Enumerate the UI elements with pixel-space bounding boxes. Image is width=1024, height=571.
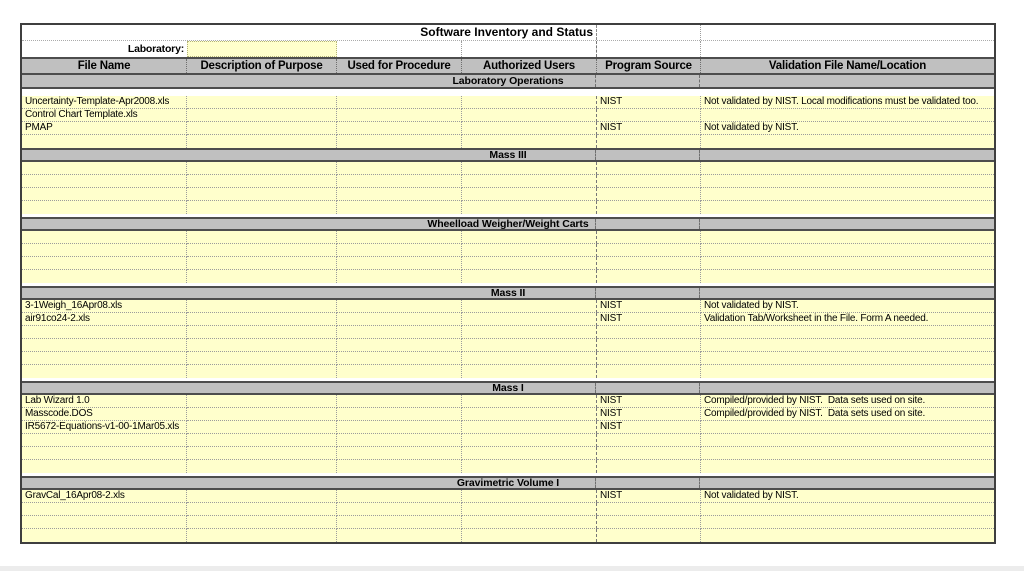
page-break-line bbox=[595, 219, 596, 229]
cell-program-source[interactable] bbox=[597, 529, 701, 542]
section-header-mass-i bbox=[22, 381, 994, 395]
cell-description-of-purpose[interactable] bbox=[187, 300, 337, 313]
title-spacer-cell bbox=[597, 25, 701, 40]
cell-validation-file-location[interactable] bbox=[701, 339, 994, 352]
section-header-mass-iii bbox=[22, 148, 994, 162]
table-row bbox=[22, 503, 994, 516]
table-row bbox=[22, 162, 994, 175]
cell-program-source[interactable]: NIST bbox=[597, 122, 701, 135]
cell-validation-file-location[interactable] bbox=[701, 460, 994, 473]
empty-cell bbox=[597, 41, 701, 57]
cell-program-source[interactable] bbox=[597, 257, 701, 270]
cell-description-of-purpose[interactable] bbox=[187, 352, 337, 365]
cell-validation-file-location[interactable] bbox=[701, 326, 994, 339]
cell-file-name[interactable] bbox=[22, 434, 187, 447]
page-break-line bbox=[699, 75, 700, 87]
cell-program-source[interactable] bbox=[597, 503, 701, 516]
column-header-description-of-purpose: Description of Purpose bbox=[187, 59, 337, 73]
column-header-row bbox=[22, 57, 994, 75]
cell-validation-file-location[interactable] bbox=[701, 231, 994, 244]
column-header-program-source: Program Source bbox=[597, 59, 701, 73]
cell-validation-file-location[interactable] bbox=[701, 257, 994, 270]
page-break-line bbox=[595, 75, 596, 87]
cell-validation-file-location[interactable]: Not validated by NIST. bbox=[701, 300, 994, 313]
cell-authorized-users[interactable] bbox=[462, 490, 597, 503]
cell-authorized-users[interactable] bbox=[462, 516, 597, 529]
cell-authorized-users[interactable] bbox=[462, 96, 597, 109]
cell-description-of-purpose[interactable] bbox=[187, 109, 337, 122]
laboratory-label: Laboratory: bbox=[127, 42, 184, 55]
table-row bbox=[22, 395, 994, 408]
cell-used-for-procedure[interactable] bbox=[337, 162, 462, 175]
cell-validation-file-location[interactable] bbox=[701, 162, 994, 175]
cell-file-name[interactable]: 3-1Weigh_16Apr08.xls bbox=[22, 300, 187, 313]
cell-authorized-users[interactable] bbox=[462, 339, 597, 352]
cell-authorized-users[interactable] bbox=[462, 326, 597, 339]
cell-authorized-users[interactable] bbox=[462, 395, 597, 408]
column-header-file-name: File Name bbox=[22, 59, 187, 73]
cell-file-name[interactable] bbox=[22, 447, 187, 460]
table-row bbox=[22, 326, 994, 339]
cell-used-for-procedure[interactable] bbox=[337, 352, 462, 365]
cell-description-of-purpose[interactable] bbox=[187, 503, 337, 516]
table-row bbox=[22, 490, 994, 503]
cell-validation-file-location[interactable] bbox=[701, 244, 994, 257]
cell-file-name[interactable] bbox=[22, 201, 187, 214]
cell-used-for-procedure[interactable] bbox=[337, 96, 462, 109]
table-row bbox=[22, 313, 994, 326]
table-row bbox=[22, 188, 994, 201]
cell-validation-file-location[interactable] bbox=[701, 109, 994, 122]
cell-description-of-purpose[interactable] bbox=[187, 175, 337, 188]
cell-file-name[interactable]: air91co24-2.xls bbox=[22, 313, 187, 326]
cell-used-for-procedure[interactable] bbox=[337, 135, 462, 148]
cell-file-name[interactable] bbox=[22, 326, 187, 339]
cell-description-of-purpose[interactable] bbox=[187, 244, 337, 257]
empty-cell bbox=[701, 41, 994, 57]
empty-cell bbox=[337, 41, 462, 57]
cell-authorized-users[interactable] bbox=[462, 447, 597, 460]
cell-file-name[interactable]: IR5672-Equations-v1-00-1Mar05.xls bbox=[22, 421, 187, 434]
cell-program-source[interactable]: NIST bbox=[597, 490, 701, 503]
column-header-used-for-procedure: Used for Procedure bbox=[337, 59, 462, 73]
cell-description-of-purpose[interactable] bbox=[187, 516, 337, 529]
cell-file-name[interactable] bbox=[22, 257, 187, 270]
cell-validation-file-location[interactable] bbox=[701, 365, 994, 378]
cell-authorized-users[interactable] bbox=[462, 162, 597, 175]
cell-file-name[interactable] bbox=[22, 516, 187, 529]
cell-description-of-purpose[interactable] bbox=[187, 201, 337, 214]
table-row bbox=[22, 244, 994, 257]
cell-description-of-purpose[interactable] bbox=[187, 490, 337, 503]
cell-program-source[interactable] bbox=[597, 188, 701, 201]
cell-description-of-purpose[interactable] bbox=[187, 365, 337, 378]
cell-used-for-procedure[interactable] bbox=[337, 434, 462, 447]
cell-program-source[interactable]: NIST bbox=[597, 96, 701, 109]
cell-program-source[interactable] bbox=[597, 162, 701, 175]
cell-description-of-purpose[interactable] bbox=[187, 270, 337, 283]
cell-validation-file-location[interactable] bbox=[701, 503, 994, 516]
software-inventory-table bbox=[20, 23, 996, 544]
table-row bbox=[22, 434, 994, 447]
cell-description-of-purpose[interactable] bbox=[187, 231, 337, 244]
cell-description-of-purpose[interactable] bbox=[187, 434, 337, 447]
cell-validation-file-location[interactable]: Not validated by NIST. bbox=[701, 122, 994, 135]
page-break-line bbox=[699, 383, 700, 393]
section-wheelload-weigher-weight-carts bbox=[22, 217, 994, 283]
cell-description-of-purpose[interactable] bbox=[187, 395, 337, 408]
page-break-line bbox=[595, 478, 596, 488]
column-header-validation-file-location: Validation File Name/Location bbox=[768, 60, 927, 72]
cell-file-name[interactable]: PMAP bbox=[22, 122, 187, 135]
cell-description-of-purpose[interactable] bbox=[187, 313, 337, 326]
cell-used-for-procedure[interactable] bbox=[337, 365, 462, 378]
table-row bbox=[22, 529, 994, 542]
cell-description-of-purpose[interactable] bbox=[187, 339, 337, 352]
cell-used-for-procedure[interactable] bbox=[337, 529, 462, 542]
table-sections bbox=[22, 75, 994, 542]
cell-used-for-procedure[interactable] bbox=[337, 313, 462, 326]
title-row bbox=[22, 25, 994, 41]
cell-program-source[interactable]: NIST bbox=[597, 300, 701, 313]
cell-file-name[interactable]: Masscode.DOS bbox=[22, 408, 187, 421]
section-title: Mass I bbox=[492, 382, 524, 394]
table-row bbox=[22, 135, 994, 148]
cell-authorized-users[interactable] bbox=[462, 313, 597, 326]
page-break-line bbox=[699, 150, 700, 160]
cell-authorized-users[interactable] bbox=[462, 365, 597, 378]
cell-description-of-purpose[interactable] bbox=[187, 447, 337, 460]
cell-description-of-purpose[interactable] bbox=[187, 122, 337, 135]
cell-authorized-users[interactable] bbox=[462, 529, 597, 542]
table-row bbox=[22, 300, 994, 313]
cell-file-name[interactable]: Control Chart Template.xls bbox=[22, 109, 187, 122]
cell-used-for-procedure[interactable] bbox=[337, 109, 462, 122]
cell-used-for-procedure[interactable] bbox=[337, 447, 462, 460]
page-break-line bbox=[699, 478, 700, 488]
table-row bbox=[22, 122, 994, 135]
cell-program-source[interactable]: NIST bbox=[597, 395, 701, 408]
cell-description-of-purpose[interactable] bbox=[187, 162, 337, 175]
cell-used-for-procedure[interactable] bbox=[337, 490, 462, 503]
cell-program-source[interactable]: NIST bbox=[597, 408, 701, 421]
cell-used-for-procedure[interactable] bbox=[337, 460, 462, 473]
cell-file-name[interactable] bbox=[22, 529, 187, 542]
section-mass-i bbox=[22, 381, 994, 473]
section-header-laboratory-operations bbox=[22, 75, 994, 89]
cell-file-name[interactable]: Uncertainty-Template-Apr2008.xls bbox=[22, 96, 187, 109]
cell-validation-file-location[interactable]: Validation Tab/Worksheet in the File. Form A needed. bbox=[701, 313, 994, 326]
cell-file-name[interactable] bbox=[22, 188, 187, 201]
cell-validation-file-location[interactable] bbox=[701, 201, 994, 214]
cell-description-of-purpose[interactable] bbox=[187, 408, 337, 421]
cell-validation-file-location[interactable] bbox=[701, 175, 994, 188]
cell-program-source[interactable] bbox=[597, 326, 701, 339]
cell-file-name[interactable] bbox=[22, 270, 187, 283]
cell-used-for-procedure[interactable] bbox=[337, 516, 462, 529]
section-laboratory-operations bbox=[22, 75, 994, 148]
cell-used-for-procedure[interactable] bbox=[337, 231, 462, 244]
cell-authorized-users[interactable] bbox=[462, 408, 597, 421]
section-mass-iii bbox=[22, 148, 994, 214]
cell-used-for-procedure[interactable] bbox=[337, 122, 462, 135]
cell-program-source[interactable] bbox=[597, 516, 701, 529]
laboratory-row bbox=[22, 41, 994, 57]
cell-authorized-users[interactable] bbox=[462, 434, 597, 447]
cell-description-of-purpose[interactable] bbox=[187, 529, 337, 542]
cell-authorized-users[interactable] bbox=[462, 460, 597, 473]
cell-validation-file-location[interactable]: Not validated by NIST. bbox=[701, 490, 994, 503]
table-row bbox=[22, 201, 994, 214]
cell-validation-file-location[interactable] bbox=[701, 270, 994, 283]
cell-validation-file-location[interactable] bbox=[701, 188, 994, 201]
cell-validation-file-location[interactable] bbox=[701, 421, 994, 434]
page-edge bbox=[0, 566, 1024, 571]
cell-used-for-procedure[interactable] bbox=[337, 421, 462, 434]
cell-program-source[interactable] bbox=[597, 270, 701, 283]
cell-program-source[interactable] bbox=[597, 352, 701, 365]
page-break-line bbox=[699, 288, 700, 298]
cell-file-name[interactable] bbox=[22, 175, 187, 188]
cell-program-source[interactable] bbox=[597, 135, 701, 148]
cell-validation-file-location[interactable] bbox=[701, 516, 994, 529]
section-title: Wheelload Weigher/Weight Carts bbox=[427, 218, 589, 230]
table-row bbox=[22, 109, 994, 122]
cell-program-source[interactable] bbox=[597, 434, 701, 447]
table-row bbox=[22, 270, 994, 283]
page-break-line bbox=[595, 288, 596, 298]
cell-authorized-users[interactable] bbox=[462, 300, 597, 313]
cell-used-for-procedure[interactable] bbox=[337, 339, 462, 352]
cell-description-of-purpose[interactable] bbox=[187, 257, 337, 270]
cell-authorized-users[interactable] bbox=[462, 270, 597, 283]
table-row bbox=[22, 516, 994, 529]
table-row bbox=[22, 231, 994, 244]
cell-used-for-procedure[interactable] bbox=[337, 188, 462, 201]
cell-validation-file-location[interactable]: Not validated by NIST. Local modifications must be validated too. bbox=[701, 96, 994, 109]
cell-used-for-procedure[interactable] bbox=[337, 408, 462, 421]
cell-authorized-users[interactable] bbox=[462, 503, 597, 516]
cell-used-for-procedure[interactable] bbox=[337, 244, 462, 257]
cell-used-for-procedure[interactable] bbox=[337, 503, 462, 516]
cell-authorized-users[interactable] bbox=[462, 122, 597, 135]
cell-program-source[interactable] bbox=[597, 460, 701, 473]
cell-authorized-users[interactable] bbox=[462, 175, 597, 188]
page-break-line bbox=[595, 150, 596, 160]
section-mass-ii bbox=[22, 286, 994, 378]
cell-program-source[interactable] bbox=[597, 447, 701, 460]
table-row bbox=[22, 175, 994, 188]
cell-validation-file-location[interactable]: Compiled/provided by NIST. Data sets used on site. bbox=[701, 408, 994, 421]
cell-program-source[interactable]: NIST bbox=[597, 313, 701, 326]
cell-file-name[interactable] bbox=[22, 352, 187, 365]
cell-description-of-purpose[interactable] bbox=[187, 135, 337, 148]
cell-validation-file-location[interactable] bbox=[701, 447, 994, 460]
cell-file-name[interactable]: Lab Wizard 1.0 bbox=[22, 395, 187, 408]
cell-program-source[interactable] bbox=[597, 244, 701, 257]
cell-program-source[interactable] bbox=[597, 201, 701, 214]
section-title: Laboratory Operations bbox=[452, 75, 564, 87]
cell-file-name[interactable]: GravCal_16Apr08-2.xls bbox=[22, 490, 187, 503]
page-break-line bbox=[699, 219, 700, 229]
cell-file-name[interactable] bbox=[22, 162, 187, 175]
cell-file-name[interactable] bbox=[22, 244, 187, 257]
laboratory-input[interactable] bbox=[187, 41, 337, 57]
cell-authorized-users[interactable] bbox=[462, 135, 597, 148]
cell-description-of-purpose[interactable] bbox=[187, 326, 337, 339]
cell-used-for-procedure[interactable] bbox=[337, 270, 462, 283]
cell-program-source[interactable] bbox=[597, 339, 701, 352]
cell-file-name[interactable] bbox=[22, 135, 187, 148]
table-row bbox=[22, 460, 994, 473]
table-row bbox=[22, 365, 994, 378]
cell-validation-file-location[interactable] bbox=[701, 135, 994, 148]
table-row bbox=[22, 257, 994, 270]
cell-validation-file-location[interactable] bbox=[701, 352, 994, 365]
section-title: Gravimetric Volume I bbox=[456, 477, 560, 489]
cell-file-name[interactable] bbox=[22, 365, 187, 378]
section-header-wheelload-weigher-weight-carts bbox=[22, 217, 994, 231]
cell-program-source[interactable] bbox=[597, 109, 701, 122]
title-spacer-cell bbox=[701, 25, 994, 40]
cell-program-source[interactable]: NIST bbox=[597, 421, 701, 434]
cell-description-of-purpose[interactable] bbox=[187, 188, 337, 201]
section-title: Mass II bbox=[490, 287, 526, 299]
cell-authorized-users[interactable] bbox=[462, 201, 597, 214]
table-row bbox=[22, 447, 994, 460]
cell-file-name[interactable] bbox=[22, 231, 187, 244]
cell-description-of-purpose[interactable] bbox=[187, 460, 337, 473]
cell-description-of-purpose[interactable] bbox=[187, 421, 337, 434]
cell-authorized-users[interactable] bbox=[462, 188, 597, 201]
cell-validation-file-location[interactable]: Compiled/provided by NIST. Data sets used on site. bbox=[701, 395, 994, 408]
cell-authorized-users[interactable] bbox=[462, 244, 597, 257]
cell-program-source[interactable] bbox=[597, 175, 701, 188]
table-row bbox=[22, 408, 994, 421]
table-row bbox=[22, 352, 994, 365]
page-break-line bbox=[595, 383, 596, 393]
section-header-mass-ii bbox=[22, 286, 994, 300]
column-header-authorized-users: Authorized Users bbox=[462, 59, 597, 73]
cell-file-name[interactable] bbox=[22, 503, 187, 516]
cell-validation-file-location[interactable] bbox=[701, 529, 994, 542]
cell-used-for-procedure[interactable] bbox=[337, 257, 462, 270]
cell-used-for-procedure[interactable] bbox=[337, 395, 462, 408]
table-row bbox=[22, 96, 994, 109]
section-title: Mass III bbox=[489, 149, 527, 161]
cell-used-for-procedure[interactable] bbox=[337, 300, 462, 313]
cell-authorized-users[interactable] bbox=[462, 231, 597, 244]
cell-authorized-users[interactable] bbox=[462, 257, 597, 270]
cell-used-for-procedure[interactable] bbox=[337, 201, 462, 214]
empty-cell bbox=[462, 41, 597, 57]
cell-used-for-procedure[interactable] bbox=[337, 326, 462, 339]
cell-used-for-procedure[interactable] bbox=[337, 175, 462, 188]
cell-authorized-users[interactable] bbox=[462, 352, 597, 365]
table-row bbox=[22, 421, 994, 434]
section-header-gravimetric-volume-i bbox=[22, 476, 994, 490]
cell-description-of-purpose[interactable] bbox=[187, 96, 337, 109]
cell-authorized-users[interactable] bbox=[462, 109, 597, 122]
cell-file-name[interactable] bbox=[22, 339, 187, 352]
sheet-title: Software Inventory and Status bbox=[22, 25, 597, 40]
cell-file-name[interactable] bbox=[22, 460, 187, 473]
cell-authorized-users[interactable] bbox=[462, 421, 597, 434]
cell-program-source[interactable] bbox=[597, 365, 701, 378]
cell-program-source[interactable] bbox=[597, 231, 701, 244]
table-row bbox=[22, 339, 994, 352]
cell-validation-file-location[interactable] bbox=[701, 434, 994, 447]
section-gravimetric-volume-i bbox=[22, 476, 994, 542]
